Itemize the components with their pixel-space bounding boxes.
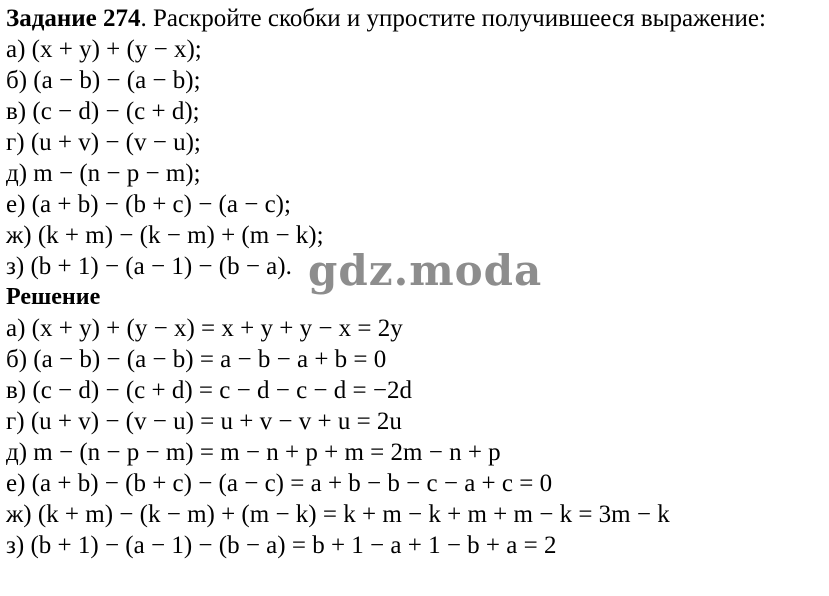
solution-item-g: г) (u + v) − (v − u) = u + v − v + u = 2u bbox=[6, 408, 402, 435]
watermark-logo: gdz.moda bbox=[308, 246, 543, 295]
task-item-v: в) (c − d) − (c + d); bbox=[6, 98, 200, 125]
exercise-page bbox=[6, 3, 826, 561]
solution-item-a: а) (x + y) + (y − x) = x + y + y − x = 2y bbox=[6, 315, 403, 342]
solution-item-zh: ж) (k + m) − (k − m) + (m − k) = k + m − k + m + m − k = 3m − k bbox=[6, 501, 670, 528]
task-item-d: д) m − (n − p − m); bbox=[6, 160, 201, 187]
task-item-z: з) (b + 1) − (a − 1) − (b − a). bbox=[6, 253, 292, 280]
solution-item-b: б) (a − b) − (a − b) = a − b − a + b = 0 bbox=[6, 346, 387, 373]
task-item-e: е) (a + b) − (b + c) − (a − c); bbox=[6, 191, 291, 218]
task-title bbox=[6, 3, 826, 34]
task-item-a: а) (x + y) + (y − x); bbox=[6, 36, 202, 63]
task-item-zh: ж) (k + m) − (k − m) + (m − k); bbox=[6, 222, 324, 249]
solution-item-e: е) (a + b) − (b + c) − (a − c) = a + b − b − c − a + c = 0 bbox=[6, 470, 553, 497]
solution-item-v: в) (c − d) − (c + d) = c − d − c − d = −2d bbox=[6, 377, 412, 404]
solution-item-z: з) (b + 1) − (a − 1) − (b − a) = b + 1 − a + 1 − b + a = 2 bbox=[6, 532, 557, 559]
task-item-b: б) (a − b) − (a − b); bbox=[6, 67, 201, 94]
solution-heading: Решение bbox=[6, 284, 101, 310]
task-instruction: . Раскройте скобки и упростите получившееся выражение: bbox=[140, 5, 766, 32]
task-item-g: г) (u + v) − (v − u); bbox=[6, 129, 201, 156]
task-number: Задание 274 bbox=[6, 5, 141, 32]
solution-item-d: д) m − (n − p − m) = m − n + p + m = 2m − n + p bbox=[6, 439, 501, 466]
